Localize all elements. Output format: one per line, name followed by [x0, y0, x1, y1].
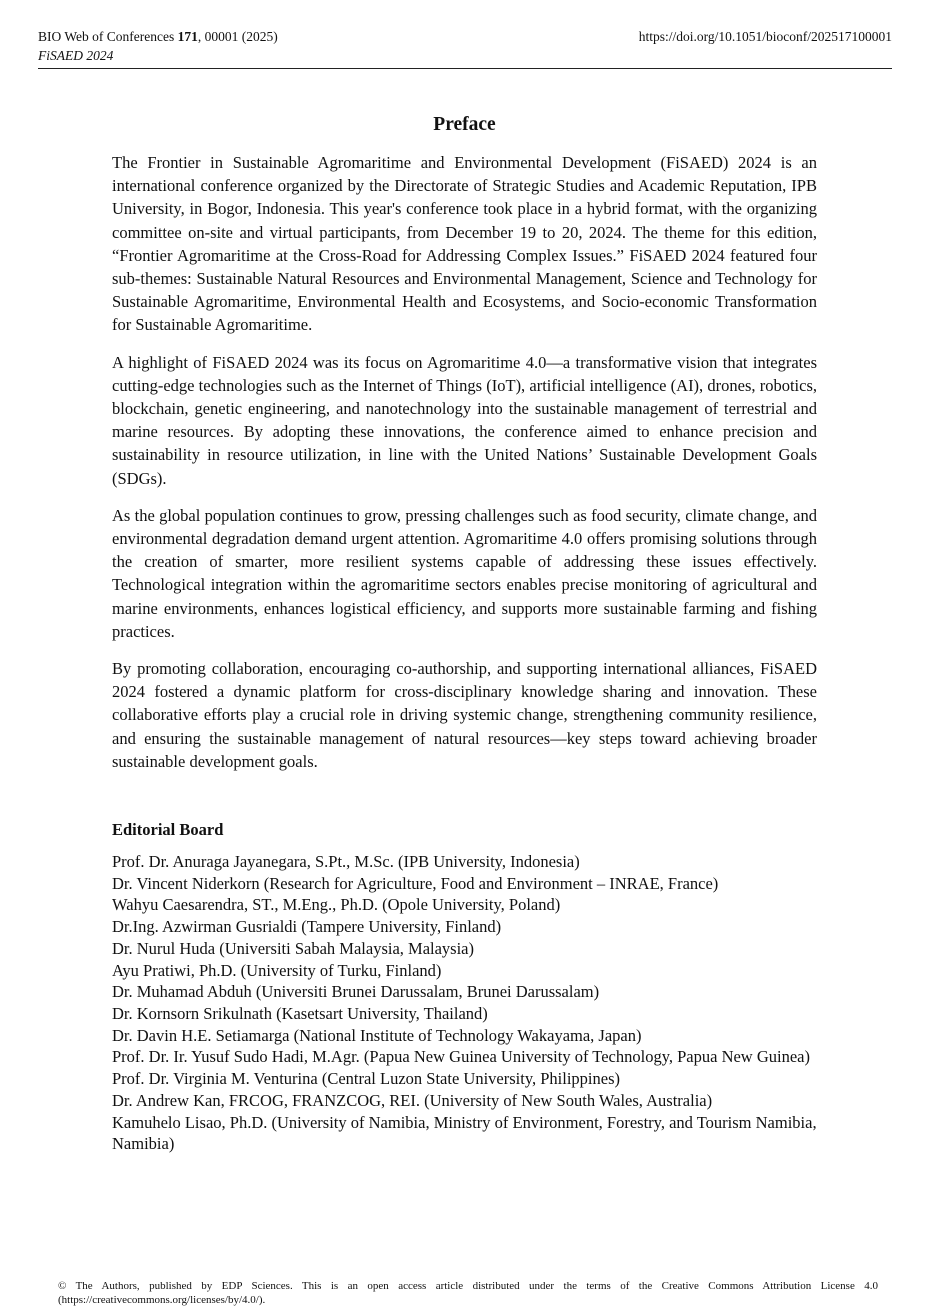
journal-article-number: , 00001 (2025) [197, 29, 278, 44]
editor-entry: Dr. Nurul Huda (Universiti Sabah Malaysia, Malaysia) [112, 938, 475, 958]
preface-paragraph-1: The Frontier in Sustainable Agromaritime and Environmental Development (FiSAED) 2024 is an international conference organized by the Directorate of Strategic Studies and Academic Reputation, IPB University, in Bogor, Indonesia. This year's conference took place in a hybrid format, with the organizing committee on-site and virtual participants, from December 19 to 20, 2024. The theme for this edition, “Frontier Agromaritime at the Cross-Road for Addressing Complex Issues.” FiSAED 2024 featured four sub-themes: Sustainable Natural Resources and Environmental Management, Science and Technology for Sustainable Agromaritime, Environmental Health and Ecosystems, and Socio-economic Transformation for Sustainable Agromaritime. [112, 153, 817, 335]
editor-entry: Wahyu Caesarendra, ST., M.Eng., Ph.D. (Opole University, Poland) [112, 895, 561, 915]
editor-entry: Dr. Muhamad Abduh (Universiti Brunei Darussalam, Brunei Darussalam) [112, 982, 600, 1002]
editor-entry: Prof. Dr. Virginia M. Venturina (Central Luzon State University, Philippines) [112, 1069, 621, 1089]
editorial-board-title: Editorial Board [112, 820, 224, 840]
editor-entry: Prof. Dr. Ir. Yusuf Sudo Hadi, M.Agr. (Papua New Guinea University of Technology, Papua New Guinea) [112, 1047, 810, 1067]
editor-entry: Dr. Andrew Kan, FRCOG, FRANZCOG, REI. (University of New South Wales, Australia) [112, 1090, 713, 1110]
editor-entry: Dr. Kornsorn Srikulnath (Kasetsart University, Thailand) [112, 1004, 488, 1023]
journal-volume: 171 [177, 29, 198, 44]
editor-entry: Kamuhelo Lisao, Ph.D. (University of Namibia, Ministry of Environment, Forestry, and Tourism Namibia, Namibia) [112, 1112, 817, 1154]
editor-entry: Dr. Davin H.E. Setiamarga (National Institute of Technology Wakayama, Japan) [112, 1025, 642, 1045]
editor-entry: Dr.Ing. Azwirman Gusrialdi (Tampere University, Finland) [112, 917, 502, 937]
journal-citation [38, 28, 278, 46]
editor-entry: Ayu Pratiwi, Ph.D. (University of Turku, Finland) [112, 960, 442, 980]
preface-paragraph-2: A highlight of FiSAED 2024 was its focus on Agromaritime 4.0—a transformative vision that integrates cutting-edge technologies such as the Internet of Things (IoT), artificial intelligence (AI), drones, robotics, blockchain, genetic engineering, and nanotechnology into the sustainable management of terrestrial and marine resources. By adopting these innovations, the conference aimed to enhance precision and sustainability in resource utilization, in line with the United Nations’ Sustainable Development Goals (SDGs). [112, 352, 817, 488]
editorial-board-list [112, 851, 817, 1155]
preface-paragraph-4: By promoting collaboration, encouraging co-authorship, and supporting international alliances, FiSAED 2024 fostered a dynamic platform for cross-disciplinary knowledge sharing and innovation. These collaborative efforts play a crucial role in driving systemic change, strengthening community resilience, and ensuring the sustainable management of natural resources—key steps toward achieving broader sustainable development goals. [112, 659, 817, 771]
doi-link[interactable]: https://doi.org/10.1051/bioconf/202517100001 [638, 29, 892, 44]
main-content [112, 112, 817, 1155]
preface-title: Preface [433, 114, 496, 135]
editor-entry: Prof. Dr. Anuraga Jayanegara, S.Pt., M.Sc. (IPB University, Indonesia) [112, 852, 580, 872]
event-name: FiSAED 2024 [38, 48, 114, 63]
preface-paragraph-3: As the global population continues to grow, pressing challenges such as food security, climate change, and environmental degradation demand urgent attention. Agromaritime 4.0 offers promising solutions through the creation of smarter, more resilient systems capable of addressing these issues effectively. Technological integration within the agromaritime sectors enables precise monitoring of agricultural and marine environments, enhances logistical efficiency, and supports more sustainable farming and fishing practices. [112, 505, 817, 641]
editor-entry: Dr. Vincent Niderkorn (Research for Agriculture, Food and Environment – INRAE, France) [112, 873, 719, 893]
license-footer: © The Authors, published by EDP Sciences. This is an open access article distributed under the terms of the Creative Commons Attribution License 4.0 (https://creativecommons.org/licenses/by/4.0/). [58, 1280, 878, 1306]
page-header [38, 28, 892, 69]
journal-name: BIO Web of Conferences [38, 29, 178, 44]
